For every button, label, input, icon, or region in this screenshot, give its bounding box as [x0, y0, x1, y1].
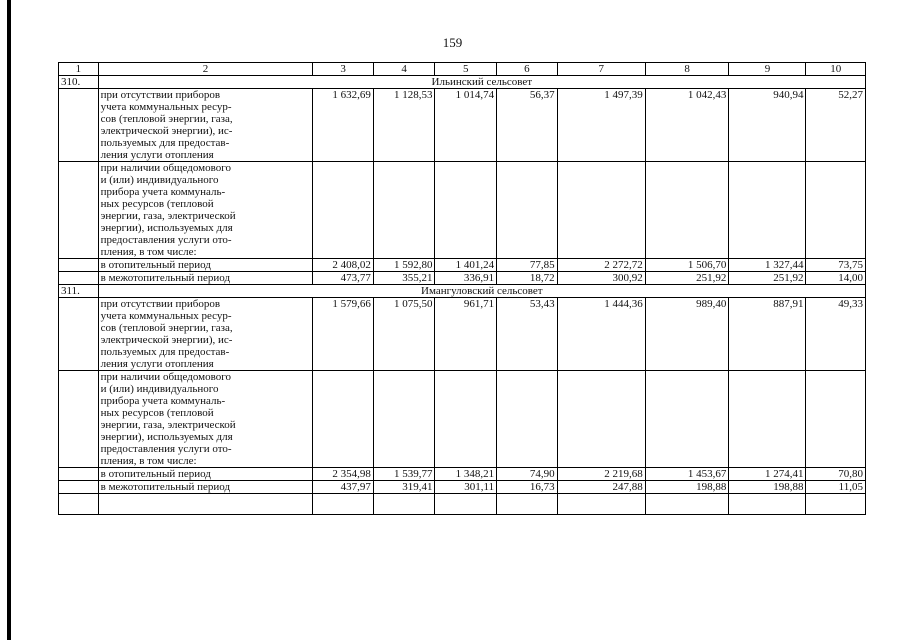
value-cell: 198,88 [729, 481, 806, 494]
value-cell: 1 042,43 [645, 89, 729, 162]
table-row [59, 468, 866, 481]
value-cell: 2 272,72 [557, 259, 645, 272]
value-cell [373, 371, 435, 468]
column-header: 10 [806, 63, 866, 76]
section-number: 310. [59, 76, 99, 89]
value-cell [806, 371, 866, 468]
blank-cell [313, 494, 374, 515]
column-header: 9 [729, 63, 806, 76]
value-cell: 2 408,02 [313, 259, 374, 272]
value-cell: 1 075,50 [373, 298, 435, 371]
table-row [59, 298, 866, 371]
value-cell: 1 327,44 [729, 259, 806, 272]
value-cell: 198,88 [645, 481, 729, 494]
row-label: при наличии общедомового и (или) индивидуального прибора учета коммуналь- ных ресурсов (тепловой энергии, газа, электрической энергии), используемых для предоставления услуги ото- пления, в том числе: [98, 371, 313, 468]
value-cell [645, 162, 729, 259]
value-cell: 1 014,74 [435, 89, 497, 162]
value-cell [435, 162, 497, 259]
value-cell [806, 162, 866, 259]
value-cell: 1 579,66 [313, 298, 374, 371]
row-label: при отсутствии приборов учета коммунальных ресур- сов (тепловой энергии, газа, электрической энергии), ис- пользуемых для предостав- ления услуги отопления [98, 89, 313, 162]
empty-number-cell [59, 272, 99, 285]
table-bottom-padding-row [59, 494, 866, 515]
value-cell: 355,21 [373, 272, 435, 285]
empty-number-cell [59, 468, 99, 481]
empty-number-cell [59, 298, 99, 371]
value-cell: 56,37 [497, 89, 558, 162]
value-cell [645, 371, 729, 468]
value-cell: 251,92 [729, 272, 806, 285]
value-cell: 247,88 [557, 481, 645, 494]
value-cell [729, 162, 806, 259]
blank-cell [59, 494, 99, 515]
value-cell [557, 162, 645, 259]
table-row [59, 162, 866, 259]
table-row [59, 259, 866, 272]
row-label: в отопительный период [98, 259, 313, 272]
value-cell: 52,27 [806, 89, 866, 162]
value-cell [313, 371, 374, 468]
column-number-row [59, 63, 866, 76]
column-header: 6 [497, 63, 558, 76]
value-cell: 961,71 [435, 298, 497, 371]
table-row [59, 371, 866, 468]
row-label: в межотопительный период [98, 481, 313, 494]
column-header: 8 [645, 63, 729, 76]
blank-cell [435, 494, 497, 515]
table-row [59, 89, 866, 162]
value-cell: 11,05 [806, 481, 866, 494]
value-cell: 77,85 [497, 259, 558, 272]
value-cell [497, 162, 558, 259]
value-cell: 940,94 [729, 89, 806, 162]
value-cell: 1 539,77 [373, 468, 435, 481]
value-cell: 336,91 [435, 272, 497, 285]
column-header: 3 [313, 63, 374, 76]
blank-cell [806, 494, 866, 515]
table-row [59, 481, 866, 494]
value-cell: 887,91 [729, 298, 806, 371]
blank-cell [497, 494, 558, 515]
value-cell: 1 274,41 [729, 468, 806, 481]
blank-cell [645, 494, 729, 515]
section-title-row [59, 76, 866, 89]
tariff-table [58, 62, 866, 515]
column-header: 2 [98, 63, 313, 76]
value-cell: 1 401,24 [435, 259, 497, 272]
value-cell: 437,97 [313, 481, 374, 494]
value-cell: 1 632,69 [313, 89, 374, 162]
value-cell: 49,33 [806, 298, 866, 371]
value-cell: 989,40 [645, 298, 729, 371]
value-cell: 1 506,70 [645, 259, 729, 272]
value-cell [373, 162, 435, 259]
table-body [59, 63, 866, 515]
row-label: при отсутствии приборов учета коммунальных ресур- сов (тепловой энергии, газа, электрической энергии), ис- пользуемых для предостав- ления услуги отопления [98, 298, 313, 371]
section-name: Имангуловский сельсовет [98, 285, 865, 298]
blank-cell [98, 494, 313, 515]
table-row [59, 272, 866, 285]
value-cell: 1 497,39 [557, 89, 645, 162]
value-cell [313, 162, 374, 259]
value-cell: 251,92 [645, 272, 729, 285]
value-cell: 300,92 [557, 272, 645, 285]
empty-number-cell [59, 481, 99, 494]
value-cell: 301,11 [435, 481, 497, 494]
row-label: при наличии общедомового и (или) индивидуального прибора учета коммуналь- ных ресурсов (тепловой энергии, газа, электрической энергии), используемых для предоставления услуги ото- пления, в том числе: [98, 162, 313, 259]
value-cell: 1 453,67 [645, 468, 729, 481]
blank-cell [729, 494, 806, 515]
value-cell: 1 348,21 [435, 468, 497, 481]
value-cell [557, 371, 645, 468]
value-cell [729, 371, 806, 468]
value-cell [497, 371, 558, 468]
section-number: 311. [59, 285, 99, 298]
column-header: 4 [373, 63, 435, 76]
value-cell: 1 592,80 [373, 259, 435, 272]
blank-cell [373, 494, 435, 515]
value-cell: 74,90 [497, 468, 558, 481]
empty-number-cell [59, 162, 99, 259]
row-label: в межотопительный период [98, 272, 313, 285]
row-label: в отопительный период [98, 468, 313, 481]
value-cell: 2 354,98 [313, 468, 374, 481]
column-header: 1 [59, 63, 99, 76]
value-cell: 73,75 [806, 259, 866, 272]
blank-cell [557, 494, 645, 515]
value-cell: 53,43 [497, 298, 558, 371]
value-cell: 319,41 [373, 481, 435, 494]
section-title-row [59, 285, 866, 298]
left-margin-bar [7, 0, 11, 640]
value-cell: 473,77 [313, 272, 374, 285]
value-cell: 16,73 [497, 481, 558, 494]
value-cell: 70,80 [806, 468, 866, 481]
value-cell [435, 371, 497, 468]
value-cell: 2 219,68 [557, 468, 645, 481]
value-cell: 18,72 [497, 272, 558, 285]
column-header: 7 [557, 63, 645, 76]
section-name: Ильинский сельсовет [98, 76, 865, 89]
empty-number-cell [59, 259, 99, 272]
value-cell: 1 128,53 [373, 89, 435, 162]
empty-number-cell [59, 371, 99, 468]
column-header: 5 [435, 63, 497, 76]
page-number: 159 [442, 35, 463, 50]
value-cell: 1 444,36 [557, 298, 645, 371]
empty-number-cell [59, 89, 99, 162]
value-cell: 14,00 [806, 272, 866, 285]
